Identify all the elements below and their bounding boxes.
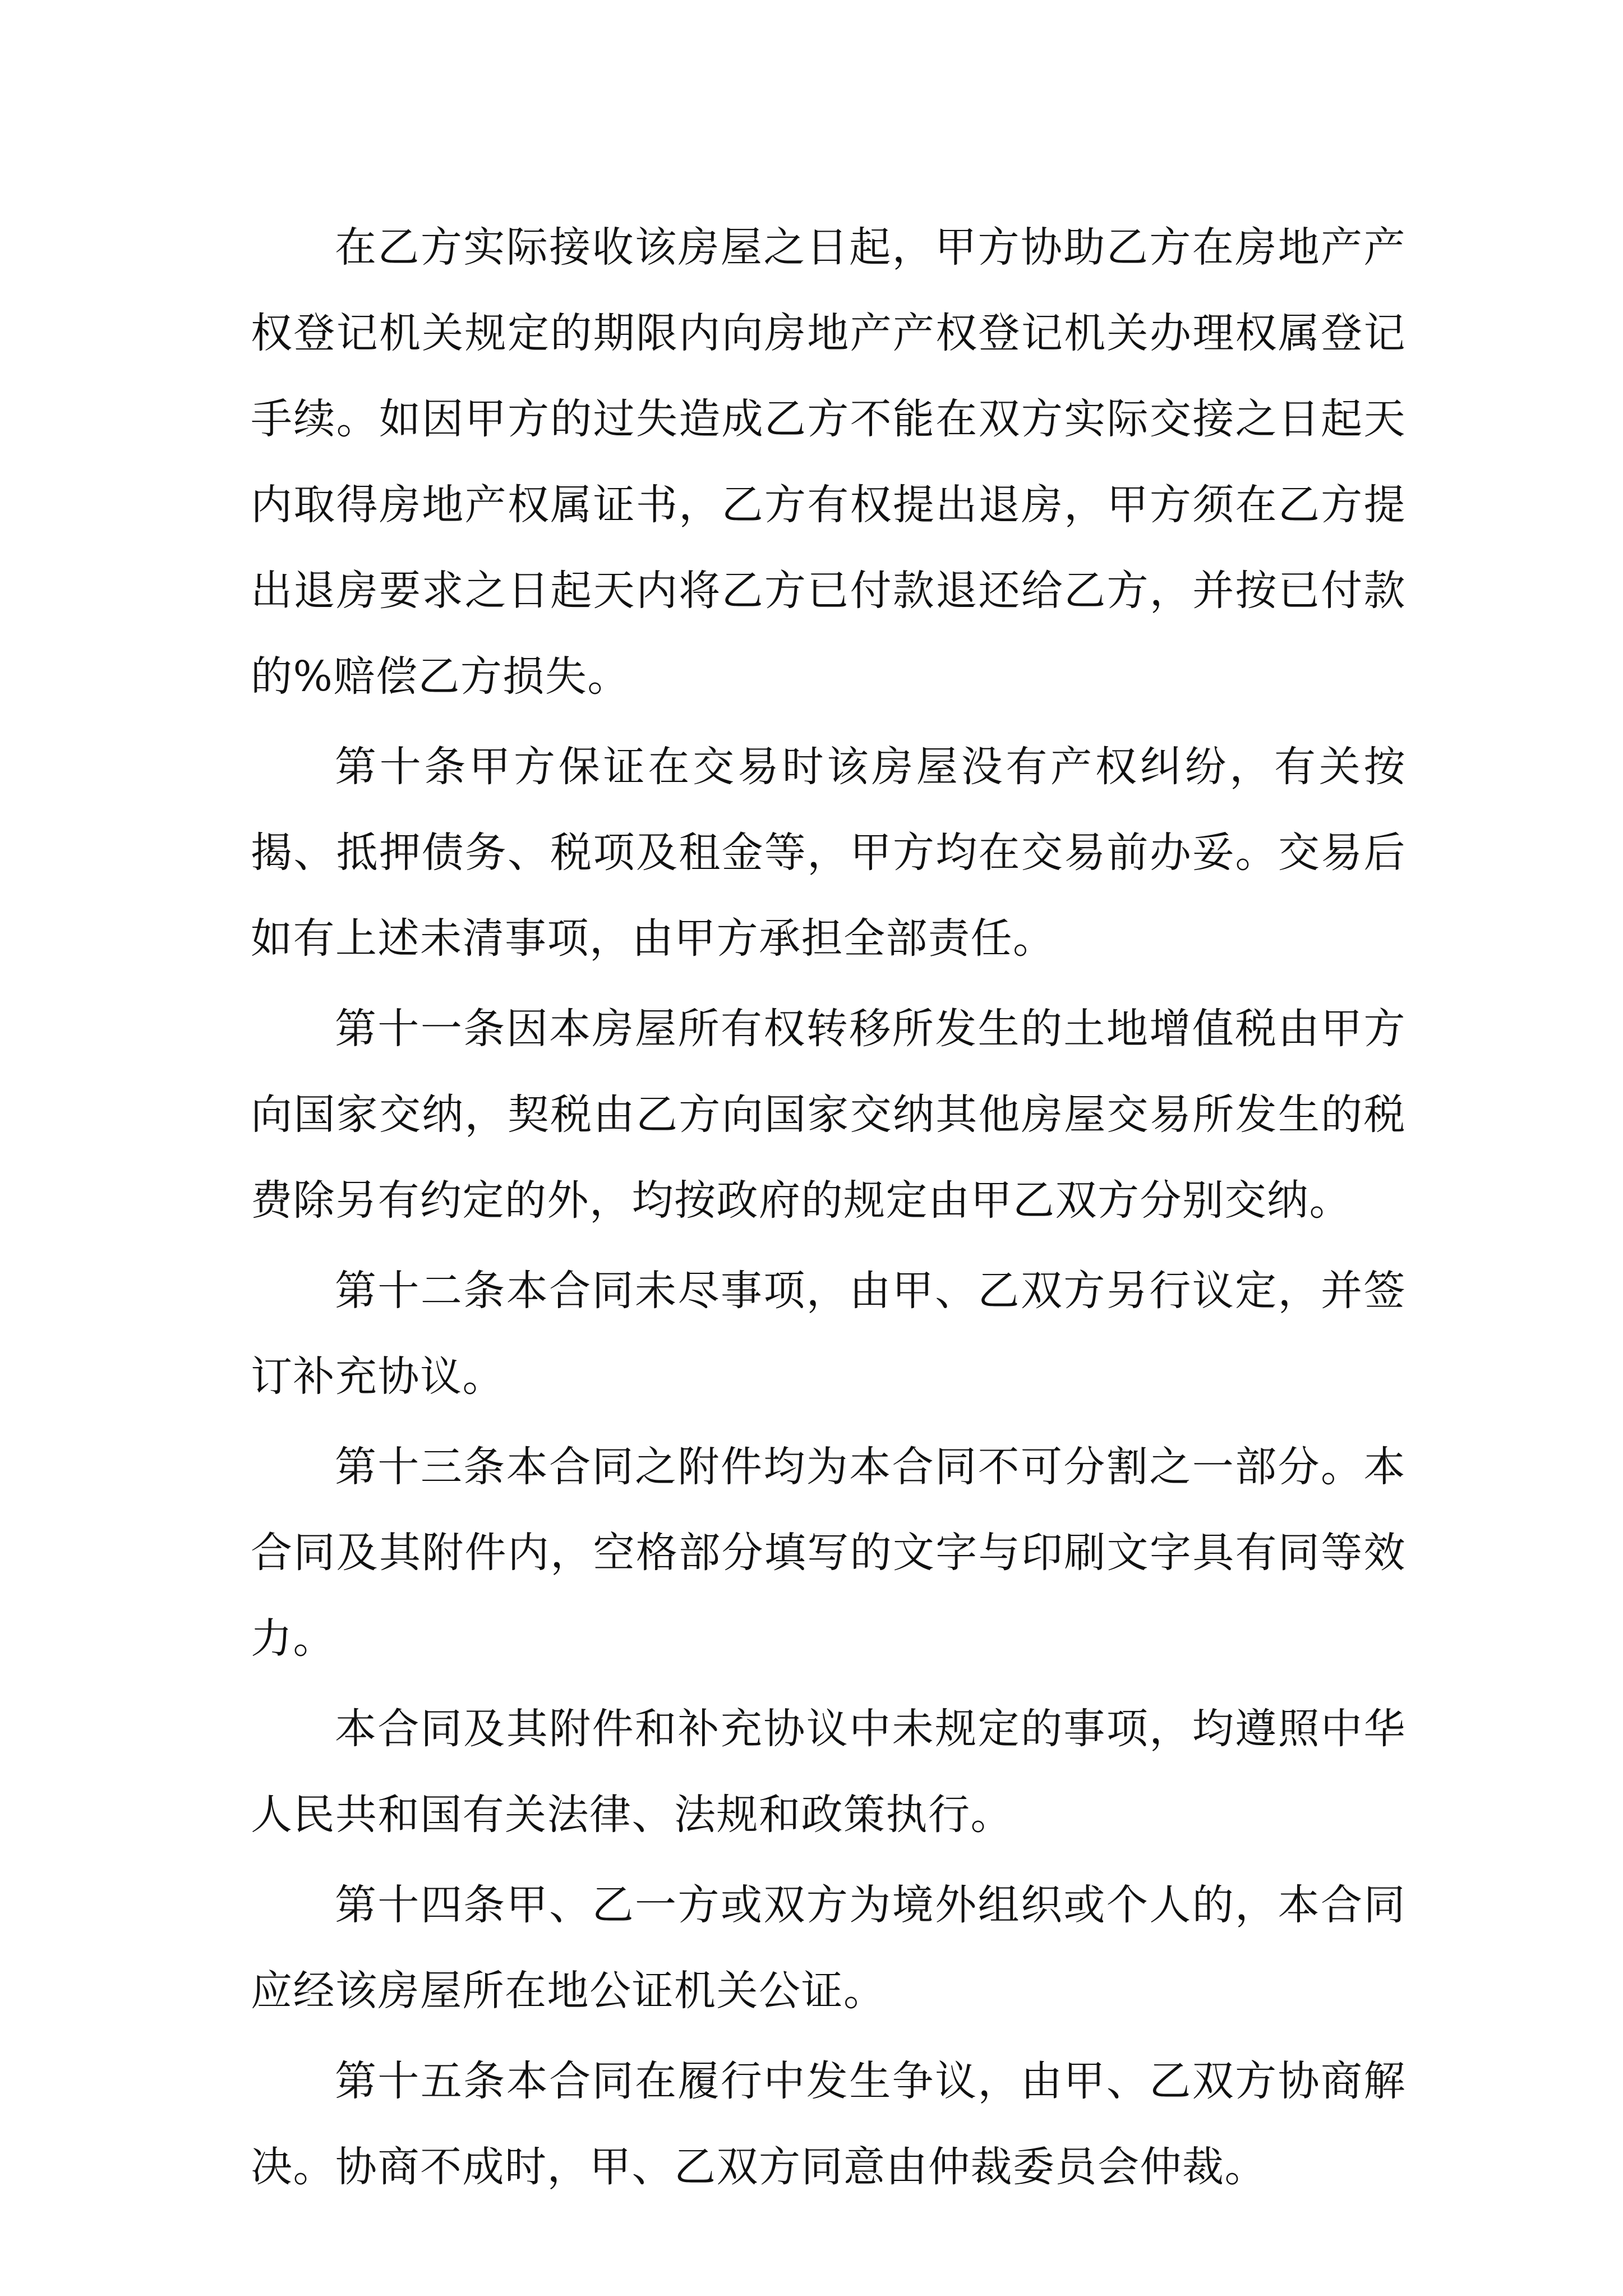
paragraph-property-registration: 在乙方实际接收该房屋之日起，甲方协助乙方在房地产产权登记机关规定的期限内向房地产产权登记机关办理权属登记手续。如因甲方的过失造成乙方不能在双方实际交接之日起天内取得房地产权属证书，乙方有权提出退房，甲方须在乙方提出退房要求之日起天内将乙方已付款退还给乙方，并按已付款的%赔偿乙方损失。 (251, 223, 1406, 701)
paragraph-article-14: 第十四条甲、乙一方或双方为境外组织或个人的，本合同应经该房屋所在地公证机关公证。 (251, 1881, 1406, 2015)
paragraph-article-15: 第十五条本合同在履行中发生争议，由甲、乙双方协商解决。协商不成时，甲、乙双方同意由仲裁委员会仲裁。 (251, 2057, 1406, 2191)
document-body (251, 205, 1406, 2210)
paragraph-applicable-law: 本合同及其附件和补充协议中未规定的事项，均遵照中华人民共和国有关法律、法规和政策执行。 (251, 1705, 1406, 1839)
paragraph-article-10: 第十条甲方保证在交易时该房屋没有产权纠纷，有关按揭、抵押债务、税项及租金等，甲方均在交易前办妥。交易后如有上述未清事项，由甲方承担全部责任。 (251, 743, 1406, 963)
paragraph-article-12: 第十二条本合同未尽事项，由甲、乙双方另行议定，并签订补充协议。 (251, 1267, 1406, 1401)
paragraph-article-11: 第十一条因本房屋所有权转移所发生的土地增值税由甲方向国家交纳，契税由乙方向国家交纳其他房屋交易所发生的税费除另有约定的外，均按政府的规定由甲乙双方分别交纳。 (251, 1005, 1406, 1225)
paragraph-article-13: 第十三条本合同之附件均为本合同不可分割之一部分。本合同及其附件内，空格部分填写的文字与印刷文字具有同等效力。 (251, 1443, 1406, 1663)
